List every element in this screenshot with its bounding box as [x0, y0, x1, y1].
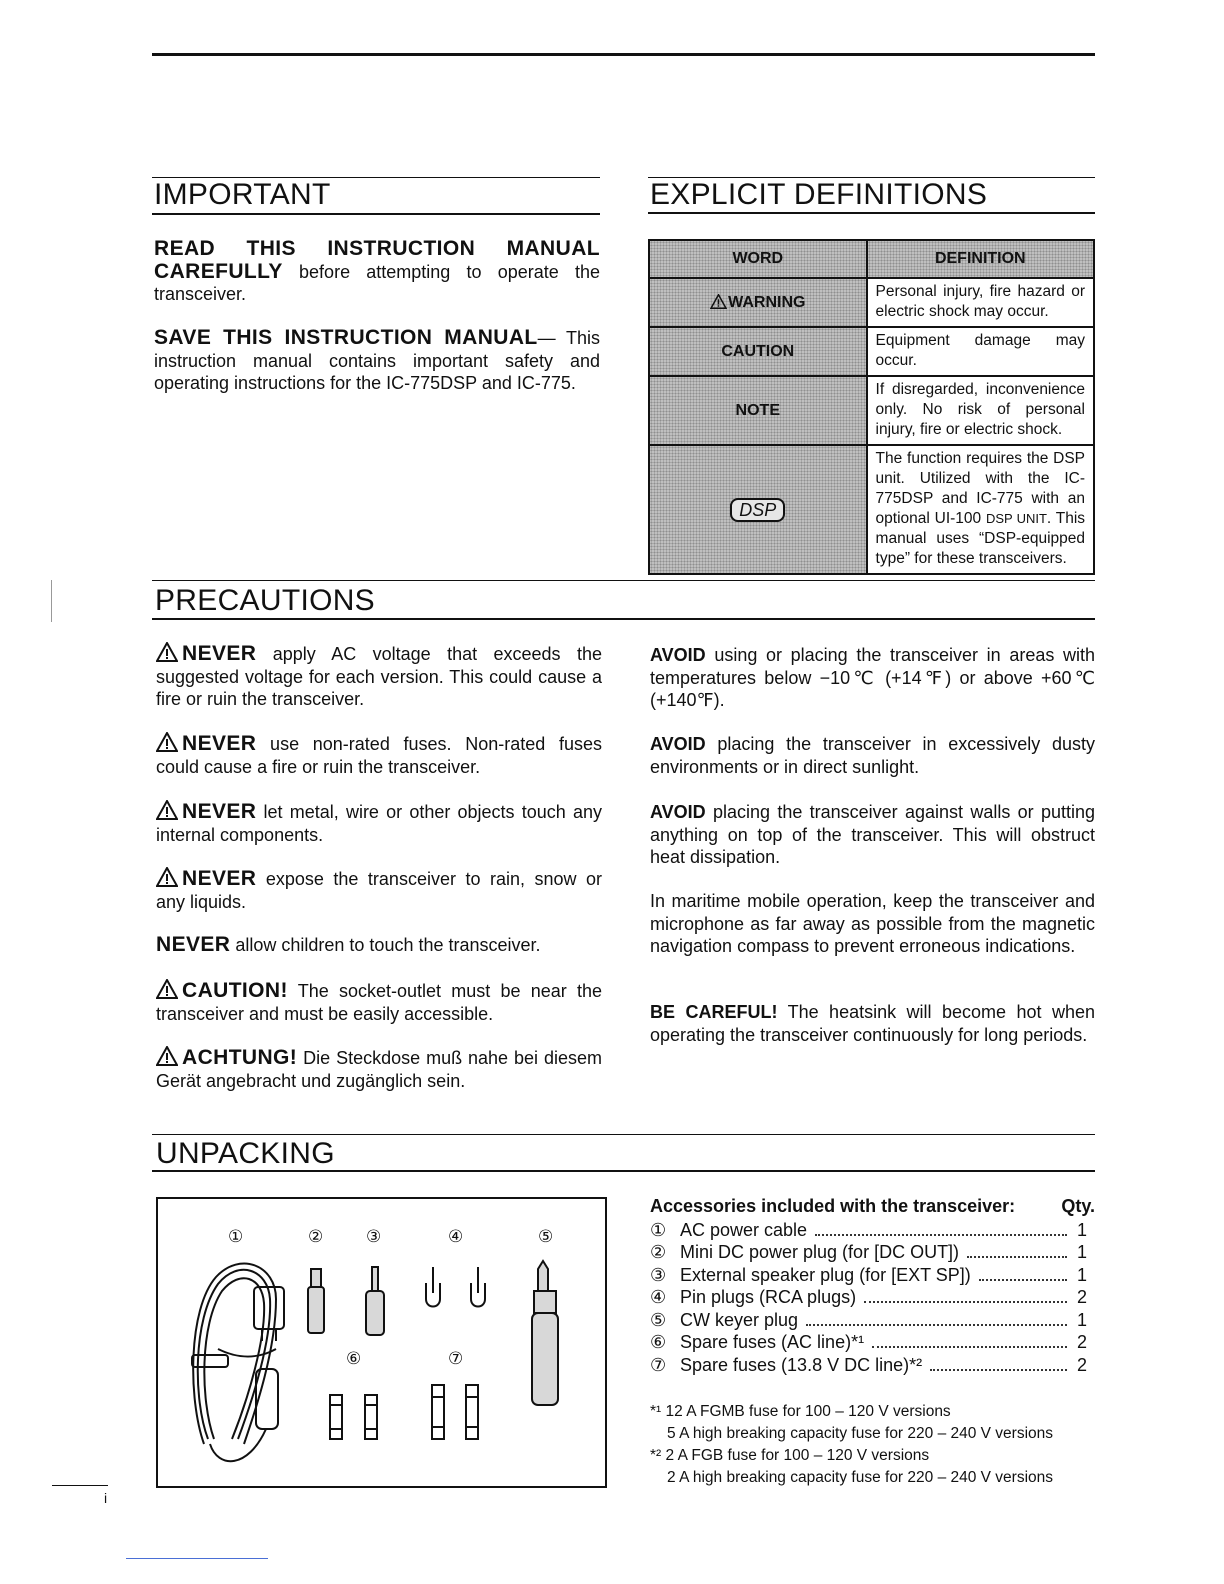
caution-definition: Equipment damage may occur.: [867, 327, 1094, 376]
item-qty: 2: [1076, 1287, 1087, 1307]
save-manual-paragraph: [154, 327, 600, 395]
never-label: NEVER: [182, 732, 257, 755]
precaution-text: In maritime mobile operation, keep the transceiver and microphone as far away as possible from the magnetic navigation compass to prevent erroneous indications.: [650, 891, 1095, 956]
spare-fuses-ac-icon: [330, 1395, 377, 1439]
warning-triangle-icon: [156, 867, 178, 887]
figure-label-4: ④: [448, 1227, 464, 1246]
list-item: [650, 1264, 1087, 1286]
precaution-left-6: [156, 979, 602, 1025]
dsp-badge: DSP: [730, 498, 785, 522]
caution-word: CAUTION: [649, 327, 867, 376]
precaution-text: using or placing the transceiver in areas with temperatures below −10℃ (+14℉) or above +60℃ (+140℉).: [650, 645, 1095, 710]
item-number: ④: [650, 1287, 667, 1307]
precaution-left-4: [156, 867, 602, 913]
accessories-list-title: Accessories included with the transceiver:: [650, 1196, 1016, 1216]
rca-plugs-icon: [426, 1267, 485, 1307]
item-label: Pin plugs (RCA plugs): [680, 1287, 857, 1307]
precaution-text: The heatsink will become hot when operating the transceiver continuously for long periods.: [650, 1002, 1095, 1045]
ac-power-cable-icon: [192, 1264, 284, 1462]
item-qty: 1: [1076, 1310, 1087, 1330]
item-label: AC power cable: [680, 1220, 808, 1240]
accessories-list-header: [650, 1196, 1095, 1217]
warning-triangle-icon: [710, 294, 727, 309]
accessories-illustration: [158, 1199, 605, 1486]
margin-mark: [51, 580, 52, 622]
precaution-text: Die Steckdose muß nahe bei diesem Gerät angebracht und zugänglich sein.: [156, 1048, 602, 1091]
footnote-1: *¹ 12 A FGMB fuse for 100 – 120 V versions: [650, 1403, 951, 1420]
precaution-text: apply AC voltage that exceeds the suggested voltage for each version. This could cause a fire or ruin the transceiver.: [156, 644, 602, 709]
item-qty: 2: [1076, 1355, 1087, 1375]
item-number: ⑤: [650, 1310, 667, 1330]
precaution-left-2: [156, 732, 602, 778]
note-word: NOTE: [649, 376, 867, 445]
never-label: NEVER: [182, 642, 257, 665]
warning-definition: Personal injury, fire hazard or electric shock may occur.: [867, 278, 1094, 327]
page-number-rule: [52, 1485, 108, 1486]
unpacking-rule-bottom: [152, 1170, 1095, 1172]
never-label: NEVER: [182, 800, 257, 823]
cw-keyer-plug-icon: [532, 1261, 558, 1405]
list-item: [650, 1241, 1087, 1263]
precaution-right-4: [650, 890, 1095, 958]
col-definition-header: DEFINITION: [867, 240, 1094, 278]
precaution-left-7: [156, 1046, 602, 1092]
precaution-left-1: [156, 642, 602, 711]
item-label: Mini DC power plug (for [DC OUT]): [680, 1242, 960, 1262]
figure-label-2: ②: [308, 1227, 324, 1246]
never-label: NEVER: [182, 867, 257, 890]
qty-header: Qty.: [1061, 1196, 1095, 1216]
bottom-mark: [126, 1558, 268, 1559]
avoid-label: AVOID: [650, 734, 706, 754]
dsp-definition-b: . This manual uses “DSP-equipped type” for these transceivers.: [875, 510, 1086, 567]
item-label: Spare fuses (AC line)*¹: [680, 1332, 865, 1352]
dsp-definition-unit: DSP UNIT: [985, 511, 1047, 526]
item-label: CW keyer plug: [680, 1310, 799, 1330]
precautions-heading: PRECAUTIONS: [155, 584, 375, 617]
warning-word: WARNING: [728, 293, 806, 311]
warning-triangle-icon: [156, 642, 178, 662]
mini-dc-plug-icon: [308, 1269, 324, 1333]
definitions-rule-bottom: [648, 212, 1095, 214]
figure-label-5: ⑤: [538, 1227, 554, 1246]
item-number: ⑥: [650, 1332, 667, 1352]
col-word-header: WORD: [649, 240, 867, 278]
read-manual-bold: READ THIS INSTRUCTION MANUAL CAREFULLY: [154, 237, 600, 283]
item-number: ⑦: [650, 1355, 667, 1375]
leader-dots: [979, 1279, 1067, 1281]
leader-dots: [815, 1234, 1067, 1236]
avoid-label: AVOID: [650, 645, 706, 665]
definitions-table: [648, 239, 1095, 575]
list-item: [650, 1331, 1087, 1353]
precaution-right-2: [650, 733, 1095, 778]
item-label: External speaker plug (for [EXT SP]): [680, 1265, 971, 1285]
list-item: [650, 1354, 1087, 1376]
footnote-1-b: 5 A high breaking capacity fuse for 220 – 240 V versions: [667, 1425, 1054, 1442]
leader-dots: [864, 1301, 1067, 1303]
list-item: [650, 1286, 1087, 1308]
table-row: [649, 376, 1094, 445]
footnote-2-b: 2 A high breaking capacity fuse for 220 – 240 V versions: [667, 1469, 1054, 1486]
save-manual-text: — This instruction manual contains important safety and operating instructions for the IC-775DSP and IC-775.: [154, 328, 600, 393]
avoid-label: AVOID: [650, 802, 706, 822]
item-qty: 1: [1076, 1242, 1087, 1262]
note-definition: If disregarded, inconvenience only. No risk of personal injury, fire or electric shock.: [867, 376, 1094, 445]
leader-dots: [872, 1346, 1067, 1348]
definitions-header-row: [649, 240, 1094, 278]
precaution-text: expose the transceiver to rain, snow or any liquids.: [156, 869, 602, 912]
precaution-left-3: [156, 800, 602, 846]
figure-label-6: ⑥: [346, 1349, 362, 1368]
read-manual-text: before attempting to operate the transceiver.: [154, 261, 600, 304]
precautions-rule-top: [152, 580, 1095, 581]
warning-word-cell: [649, 278, 867, 327]
page-number: i: [104, 1490, 108, 1506]
item-qty: 1: [1076, 1220, 1087, 1240]
precaution-text: use non-rated fuses. Non-rated fuses could cause a fire or ruin the transceiver.: [156, 734, 602, 777]
precautions-rule-bottom: [152, 618, 1095, 620]
item-qty: 1: [1076, 1265, 1087, 1285]
dsp-word-cell: [649, 445, 867, 574]
caution-label: CAUTION!: [182, 979, 288, 1002]
table-row: [649, 327, 1094, 376]
important-heading: IMPORTANT: [154, 178, 331, 211]
leader-dots: [967, 1256, 1067, 1258]
item-number: ①: [650, 1220, 667, 1240]
never-label: NEVER: [156, 933, 231, 956]
precaution-right-1: [650, 644, 1095, 712]
table-row: [649, 278, 1094, 327]
leader-dots: [806, 1324, 1067, 1326]
footnote-2: *² 2 A FGB fuse for 100 – 120 V versions: [650, 1447, 930, 1464]
unpacking-rule-top: [152, 1134, 1095, 1135]
warning-triangle-icon: [156, 800, 178, 820]
dsp-definition-a: The function requires the DSP unit. Utilized with the IC-775DSP and IC-775 with an optional UI-100: [875, 450, 1085, 527]
figure-label-1: ①: [228, 1227, 244, 1246]
important-rule-bottom: [152, 213, 600, 215]
accessories-figure: [156, 1197, 607, 1488]
dsp-definition: [867, 445, 1094, 574]
definitions-heading: EXPLICIT DEFINITIONS: [650, 178, 988, 211]
save-manual-bold: SAVE THIS INSTRUCTION MANUAL: [154, 326, 538, 349]
top-rule: [152, 53, 1095, 56]
warning-triangle-icon: [156, 1046, 178, 1066]
precaution-text: allow children to touch the transceiver.: [230, 935, 541, 955]
figure-label-3: ③: [366, 1227, 382, 1246]
leader-dots: [930, 1369, 1067, 1371]
figure-label-7: ⑦: [448, 1349, 464, 1368]
unpacking-heading: UNPACKING: [156, 1137, 335, 1170]
precaution-left-5: [156, 934, 602, 957]
precaution-text: The socket-outlet must be near the transceiver and must be easily accessible.: [156, 981, 602, 1024]
precaution-text: let metal, wire or other objects touch any internal components.: [156, 802, 602, 845]
speaker-plug-icon: [366, 1267, 384, 1335]
precaution-right-5: [650, 1001, 1095, 1046]
warning-triangle-icon: [156, 732, 178, 752]
item-number: ③: [650, 1265, 667, 1285]
item-number: ②: [650, 1242, 667, 1262]
list-item: [650, 1309, 1087, 1331]
spare-fuses-dc-icon: [432, 1385, 478, 1439]
achtung-label: ACHTUNG!: [182, 1046, 298, 1069]
precaution-text: placing the transceiver against walls or putting anything on top of the transceiver. This will obstruct heat dissipation.: [650, 802, 1095, 867]
precaution-right-3: [650, 801, 1095, 869]
be-careful-label: BE CAREFUL!: [650, 1002, 778, 1022]
item-label: Spare fuses (13.8 V DC line)*²: [680, 1355, 923, 1375]
read-manual-paragraph: [154, 238, 600, 306]
item-qty: 2: [1076, 1332, 1087, 1352]
table-row: [649, 445, 1094, 574]
warning-triangle-icon: [156, 979, 178, 999]
list-item: [650, 1219, 1087, 1241]
precaution-text: placing the transceiver in excessively dusty environments or in direct sunlight.: [650, 734, 1095, 777]
